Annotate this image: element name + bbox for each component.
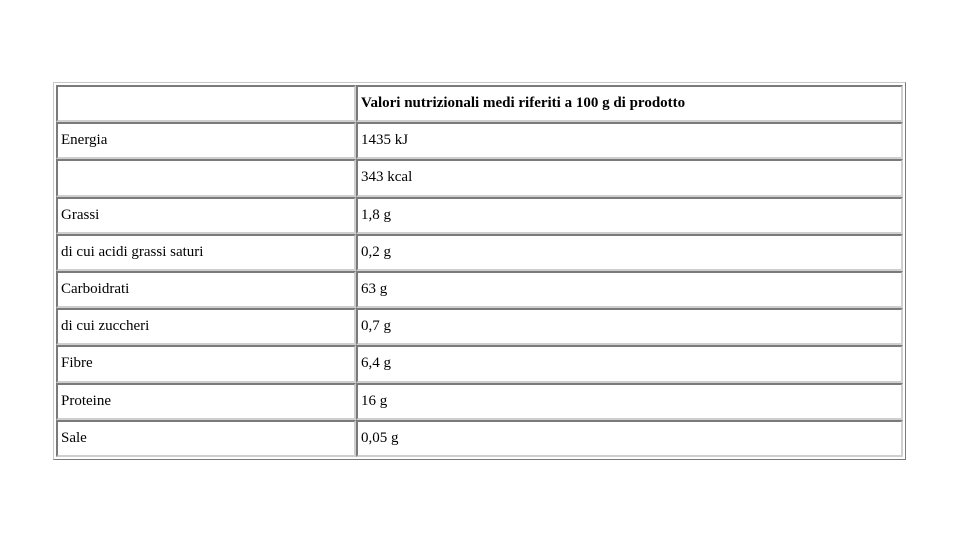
table-row — [56, 308, 903, 345]
table-row — [56, 271, 903, 308]
table-row — [56, 420, 903, 457]
nutrient-label: di cui zuccheri — [56, 308, 356, 345]
table-row — [56, 159, 903, 196]
table-row — [56, 345, 903, 382]
header-value-cell: Valori nutrizionali medi riferiti a 100 g di prodotto — [356, 85, 903, 122]
nutrient-label: Carboidrati — [56, 271, 356, 308]
table-row — [56, 234, 903, 271]
nutrient-label: Fibre — [56, 345, 356, 382]
nutrient-label: di cui acidi grassi saturi — [56, 234, 356, 271]
nutrient-value: 0,7 g — [356, 308, 903, 345]
nutrient-label: Sale — [56, 420, 356, 457]
header-label-cell — [56, 85, 356, 122]
table-row — [56, 383, 903, 420]
nutrition-table-frame — [53, 82, 906, 460]
nutrient-label: Energia — [56, 122, 356, 159]
nutrient-value: 16 g — [356, 383, 903, 420]
nutrition-table — [56, 85, 903, 457]
nutrient-value: 0,05 g — [356, 420, 903, 457]
nutrient-value: 1435 kJ — [356, 122, 903, 159]
nutrient-label: Grassi — [56, 197, 356, 234]
nutrient-label: Proteine — [56, 383, 356, 420]
table-row — [56, 122, 903, 159]
nutrient-value: 1,8 g — [356, 197, 903, 234]
table-header-row — [56, 85, 903, 122]
nutrient-value: 6,4 g — [356, 345, 903, 382]
nutrient-value: 0,2 g — [356, 234, 903, 271]
nutrient-value: 63 g — [356, 271, 903, 308]
table-row — [56, 197, 903, 234]
nutrient-value: 343 kcal — [356, 159, 903, 196]
nutrient-label — [56, 159, 356, 196]
